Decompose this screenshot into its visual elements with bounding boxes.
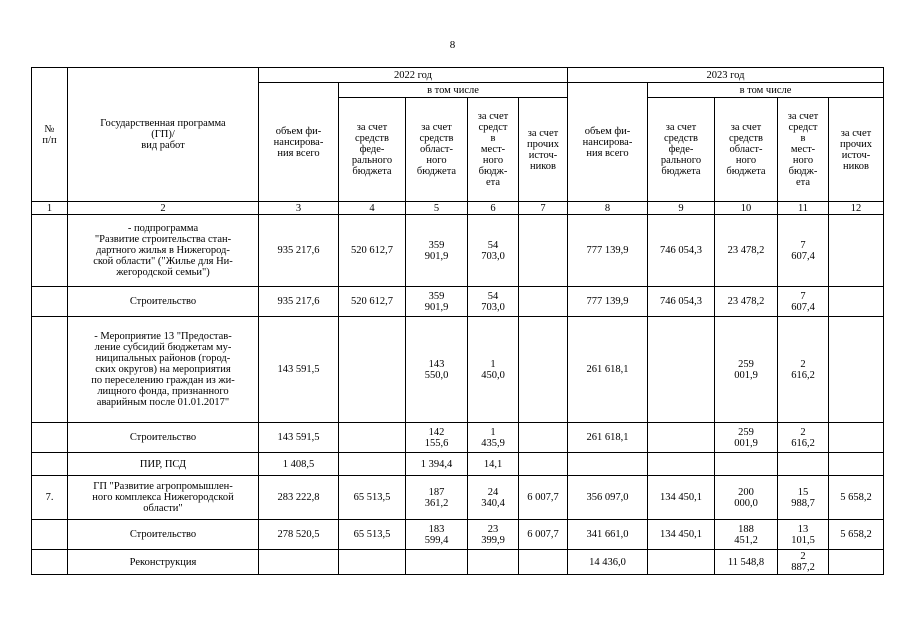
header-regional-2023: за счет средств област- ного бюджета (715, 98, 778, 202)
local-2023-cell: 2 616,2 (778, 423, 829, 453)
row-number-cell (32, 423, 68, 453)
other-2022-cell (519, 423, 568, 453)
federal-2023-cell: 134 450,1 (648, 476, 715, 520)
other-2022-cell (519, 215, 568, 287)
local-2022-cell: 14,1 (468, 453, 519, 476)
regional-2023-cell (715, 453, 778, 476)
total-2022-cell: 143 591,5 (259, 423, 339, 453)
header-year-2022: 2022 год (259, 68, 568, 83)
local-2023-cell: 15 988,7 (778, 476, 829, 520)
header-local-2023: за счет средст в мест- ного бюдж- ета (778, 98, 829, 202)
other-2022-cell (519, 550, 568, 575)
federal-2022-cell: 520 612,7 (339, 215, 406, 287)
other-2022-cell (519, 317, 568, 423)
regional-2022-cell: 183 599,4 (406, 520, 468, 550)
total-2022-cell: 935 217,6 (259, 215, 339, 287)
total-2023-cell: 356 097,0 (568, 476, 648, 520)
regional-2023-cell: 200 000,0 (715, 476, 778, 520)
row-number-cell: 7. (32, 476, 68, 520)
total-2023-cell: 261 618,1 (568, 317, 648, 423)
table-row (32, 520, 884, 550)
column-number: 12 (829, 202, 884, 215)
column-number-row (32, 202, 884, 215)
financing-table (31, 67, 884, 575)
total-2023-cell: 14 436,0 (568, 550, 648, 575)
program-name-cell: ГП "Развитие агропромышлен- ного комплекса Нижегородской области" (68, 476, 259, 520)
column-number: 11 (778, 202, 829, 215)
column-number: 7 (519, 202, 568, 215)
header-including-2023: в том числе (648, 83, 884, 98)
total-2022-cell: 935 217,6 (259, 287, 339, 317)
total-2023-cell: 341 661,0 (568, 520, 648, 550)
regional-2022-cell: 359 901,9 (406, 287, 468, 317)
row-number-cell (32, 287, 68, 317)
column-number: 6 (468, 202, 519, 215)
column-number: 8 (568, 202, 648, 215)
regional-2023-cell: 23 478,2 (715, 287, 778, 317)
regional-2022-cell: 359 901,9 (406, 215, 468, 287)
total-2022-cell (259, 550, 339, 575)
federal-2022-cell (339, 550, 406, 575)
program-name-cell: - Мероприятие 13 "Предостав- ление субсидий бюджетам му- ниципальных районов (город- ских округов) на мероприятия по переселению граждан из жи- лищного фонда, признанного аварийным после 01.01.2017" (68, 317, 259, 423)
federal-2023-cell (648, 423, 715, 453)
total-2023-cell (568, 453, 648, 476)
other-2023-cell (829, 317, 884, 423)
local-2023-cell: 2 616,2 (778, 317, 829, 423)
federal-2022-cell: 65 513,5 (339, 520, 406, 550)
federal-2023-cell: 746 054,3 (648, 215, 715, 287)
local-2023-cell: 7 607,4 (778, 215, 829, 287)
regional-2022-cell: 187 361,2 (406, 476, 468, 520)
federal-2023-cell: 134 450,1 (648, 520, 715, 550)
local-2022-cell: 1 435,9 (468, 423, 519, 453)
other-2023-cell (829, 287, 884, 317)
other-2022-cell (519, 287, 568, 317)
local-2022-cell: 23 399,9 (468, 520, 519, 550)
total-2022-cell: 283 222,8 (259, 476, 339, 520)
regional-2022-cell: 142 155,6 (406, 423, 468, 453)
other-2023-cell (829, 453, 884, 476)
header-other-2023: за счет прочих источ- ников (829, 98, 884, 202)
regional-2023-cell: 11 548,8 (715, 550, 778, 575)
header-row-number: № п/п (32, 68, 68, 202)
federal-2022-cell: 520 612,7 (339, 287, 406, 317)
other-2023-cell: 5 658,2 (829, 476, 884, 520)
header-total-2023: объем фи- нансирова- ния всего (568, 83, 648, 202)
program-name-cell: - подпрограмма "Развитие строительства стан- дартного жилья в Нижегород- ской области" ("Жилье для Ни- жегородской семьи") (68, 215, 259, 287)
federal-2023-cell: 746 054,3 (648, 287, 715, 317)
program-name-cell: Строительство (68, 520, 259, 550)
program-name-cell: ПИР, ПСД (68, 453, 259, 476)
regional-2023-cell: 259 001,9 (715, 423, 778, 453)
column-number: 10 (715, 202, 778, 215)
other-2023-cell (829, 423, 884, 453)
row-number-cell (32, 317, 68, 423)
total-2023-cell: 777 139,9 (568, 287, 648, 317)
header-regional-2022: за счет средств област- ного бюджета (406, 98, 468, 202)
other-2022-cell: 6 007,7 (519, 476, 568, 520)
row-number-cell (32, 215, 68, 287)
local-2022-cell: 24 340,4 (468, 476, 519, 520)
federal-2022-cell (339, 317, 406, 423)
table-row (32, 476, 884, 520)
row-number-cell (32, 453, 68, 476)
total-2022-cell: 278 520,5 (259, 520, 339, 550)
header-total-2022: объем фи- нансирова- ния всего (259, 83, 339, 202)
local-2023-cell (778, 453, 829, 476)
local-2023-cell: 2 887,2 (778, 550, 829, 575)
header-other-2022: за счет прочих источ- ников (519, 98, 568, 202)
other-2023-cell: 5 658,2 (829, 520, 884, 550)
row-number-cell (32, 550, 68, 575)
column-number: 3 (259, 202, 339, 215)
column-number: 4 (339, 202, 406, 215)
federal-2022-cell: 65 513,5 (339, 476, 406, 520)
regional-2022-cell (406, 550, 468, 575)
regional-2022-cell: 1 394,4 (406, 453, 468, 476)
total-2022-cell: 1 408,5 (259, 453, 339, 476)
regional-2023-cell: 23 478,2 (715, 215, 778, 287)
regional-2023-cell: 259 001,9 (715, 317, 778, 423)
local-2023-cell: 13 101,5 (778, 520, 829, 550)
other-2022-cell (519, 453, 568, 476)
table-row (32, 453, 884, 476)
other-2022-cell: 6 007,7 (519, 520, 568, 550)
local-2022-cell (468, 550, 519, 575)
column-number: 9 (648, 202, 715, 215)
federal-2022-cell (339, 423, 406, 453)
local-2022-cell: 54 703,0 (468, 287, 519, 317)
header-local-2022: за счет средст в мест- ного бюдж- ета (468, 98, 519, 202)
table-row (32, 317, 884, 423)
header-federal-2023: за счет средств феде- рального бюджета (648, 98, 715, 202)
total-2023-cell: 777 139,9 (568, 215, 648, 287)
program-name-cell: Реконструкция (68, 550, 259, 575)
regional-2022-cell: 143 550,0 (406, 317, 468, 423)
column-number: 1 (32, 202, 68, 215)
column-number: 5 (406, 202, 468, 215)
header-including-2022: в том числе (339, 83, 568, 98)
federal-2022-cell (339, 453, 406, 476)
other-2023-cell (829, 550, 884, 575)
total-2022-cell: 143 591,5 (259, 317, 339, 423)
local-2022-cell: 54 703,0 (468, 215, 519, 287)
table-row (32, 215, 884, 287)
federal-2023-cell (648, 453, 715, 476)
row-number-cell (32, 520, 68, 550)
header-year-2023: 2023 год (568, 68, 884, 83)
local-2022-cell: 1 450,0 (468, 317, 519, 423)
program-name-cell: Строительство (68, 287, 259, 317)
table-row (32, 287, 884, 317)
federal-2023-cell (648, 550, 715, 575)
header-program: Государственная программа (ГП)/ вид работ (68, 68, 259, 202)
header-federal-2022: за счет средств феде- рального бюджета (339, 98, 406, 202)
program-name-cell: Строительство (68, 423, 259, 453)
table-row (32, 550, 884, 575)
column-number: 2 (68, 202, 259, 215)
total-2023-cell: 261 618,1 (568, 423, 648, 453)
page-number: 8 (449, 39, 456, 51)
regional-2023-cell: 188 451,2 (715, 520, 778, 550)
other-2023-cell (829, 215, 884, 287)
federal-2023-cell (648, 317, 715, 423)
local-2023-cell: 7 607,4 (778, 287, 829, 317)
table-row (32, 423, 884, 453)
